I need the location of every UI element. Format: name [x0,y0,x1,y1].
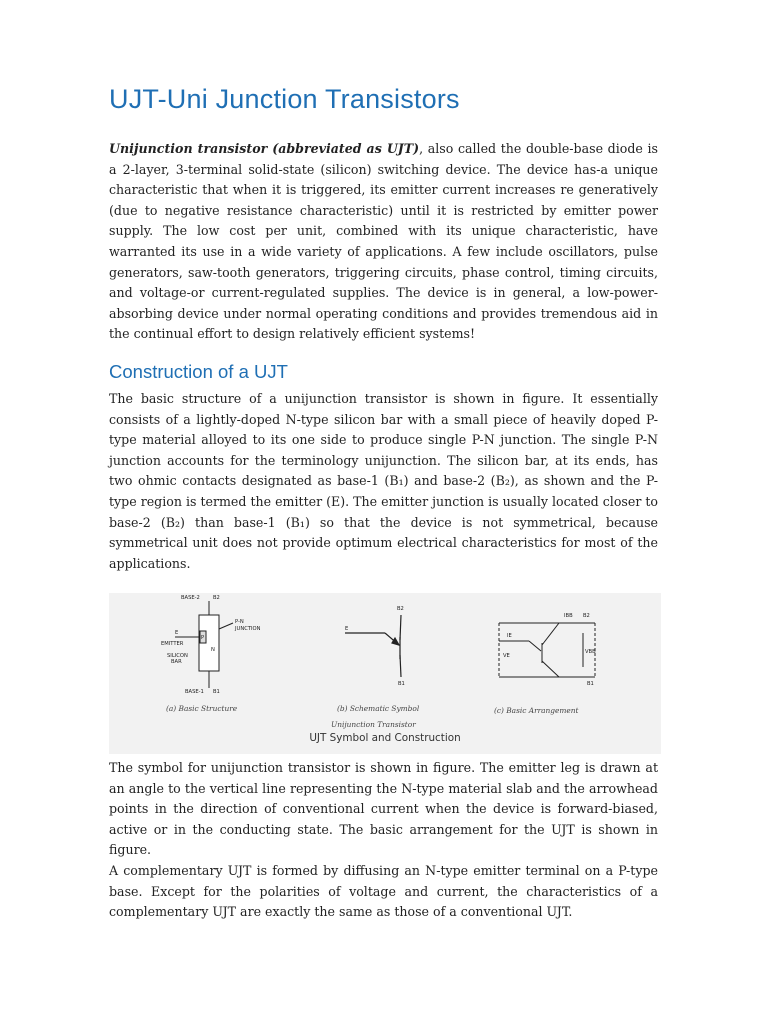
intro-lead-term: Unijunction transistor (abbreviated as UJT) [109,141,420,156]
label-e-b: E [345,626,349,632]
basic-arrangement-diagram [499,623,595,677]
label-n: N [211,647,215,653]
label-ve: VE [503,653,510,659]
label-ibb: IBB [564,613,573,619]
basic-structure-diagram [175,601,233,688]
caption-c: (c) Basic Arrangement [494,706,579,715]
intro-paragraph [109,139,658,345]
caption-b: (b) Schematic Symbol [337,704,420,713]
main-content [109,84,658,574]
ujt-figure [109,593,661,754]
label-p: P [201,635,205,641]
label-b1-a: B1 [213,689,220,695]
construction-paragraph: The basic structure of a unijunction transistor is shown in figure. It essentially consists of a lightly-doped N-type silicon bar with a small piece of heavily doped P-type material alloyed to its one side to produce single P-N junction. The single P-N junction accounts for the terminology unijunction. The silicon bar, at its ends, has two ohmic contacts designated as base-1 (B₁) and base-2 (B₂), as shown and the P-type region is termed the emitter (E). The emitter junction is usually located closer to base-2 (B₂) than base-1 (B₁) so that the device is not symmetrical, because symmetrical unit does not provide optimum electrical characteristics for most of the applications. [109,390,658,571]
label-vbb: VBB [585,649,596,655]
label-pn: P-N [235,619,244,625]
label-base1: BASE-1 [185,689,204,695]
label-b1-c: B1 [587,681,594,687]
label-base2: BASE-2 [181,595,200,601]
label-emitter: EMITTER [161,641,184,647]
figure-title: Unijunction Transistor [331,720,416,729]
symbol-section [109,758,658,923]
schematic-symbol-diagram [345,615,401,677]
page-title: UJT-Uni Junction Transistors [109,84,460,114]
label-b2-c: B2 [583,613,590,619]
label-bar: BAR [171,659,182,665]
label-junction: JUNCTION [235,626,261,632]
label-ie: IE [507,633,512,639]
label-b2-a: B2 [213,595,220,601]
symbol-paragraph-2: A complementary UJT is formed by diffusing an N-type emitter terminal on a P-type base. Except for the polarities of voltage and current, the characteristics of a complementary UJT are exactly the same as those of a conventional UJT. [109,862,658,920]
label-b2-b: B2 [397,606,404,612]
intro-body: , also called the double-base diode is a 2-layer, 3-terminal solid-state (silicon) switching device. The device has-a unique characteristic that when it is triggered, its emitter current increases re generatively (due to negative resistance characteristic) until it is restricted by emitter power supply. The low cost per unit, combined with its unique characteristic, have warranted its use in a wide variety of applications. A few include oscillators, pulse generators, saw-tooth generators, triggering circuits, phase control, timing circuits, and voltage-or current-regulated supplies. The device is in general, a low-power-absorbing device under normal operating conditions and provides tremendous aid in the continual effort to design relatively efficient systems! [109,141,658,342]
symbol-paragraph-1: The symbol for unijunction transistor is shown in figure. The emitter leg is drawn at an angle to the vertical line representing the N-type material slab and the arrowhead points in the direction of conventional current when the device is forward-biased, active or in the conducting state. The basic arrangement for the UJT is shown in figure. [109,760,658,858]
label-silicon: SILICON [167,653,188,659]
construction-heading: Construction of a UJT [109,360,288,382]
ujt-diagram [109,593,661,754]
label-b1-b: B1 [398,681,405,687]
figure-caption: UJT Symbol and Construction [309,732,461,744]
label-e-a: E [175,630,179,636]
caption-a: (a) Basic Structure [166,704,238,713]
